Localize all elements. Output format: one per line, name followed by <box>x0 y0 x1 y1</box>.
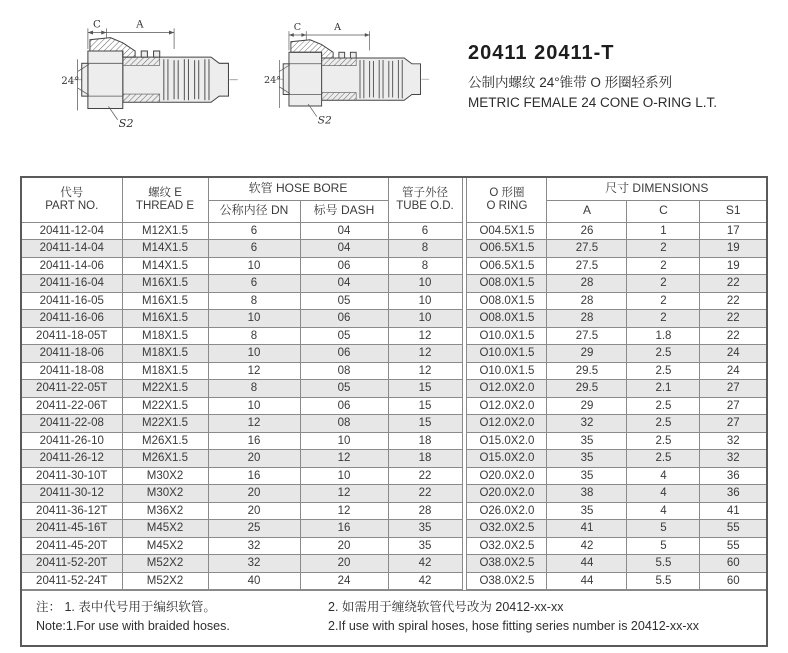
table-cell: 28 <box>547 275 627 293</box>
table-cell: M26X1.5 <box>122 450 208 468</box>
table-cell: 25 <box>208 520 300 538</box>
table-cell: M22X1.5 <box>122 380 208 398</box>
table-cell: 2.5 <box>627 345 700 363</box>
table-row <box>22 362 462 380</box>
table-cell: 27.5 <box>547 240 627 258</box>
table-cell: 2.5 <box>627 415 700 433</box>
footnotes <box>22 590 766 645</box>
table-cell: 4 <box>627 502 700 520</box>
table-row <box>22 327 462 345</box>
table-row <box>22 415 462 433</box>
table-row <box>467 275 766 293</box>
table-row <box>467 502 766 520</box>
table-cell: 20411-30-12 <box>22 485 122 503</box>
table-cell: O10.0X1.5 <box>467 327 547 345</box>
table-cell: 29 <box>547 397 627 415</box>
table-cell: 2.5 <box>627 362 700 380</box>
table-cell: 27.5 <box>547 257 627 275</box>
table-row <box>22 257 462 275</box>
table-cell: 55 <box>700 520 766 538</box>
table-cell: O08.0X1.5 <box>467 275 547 293</box>
table-row <box>467 537 766 555</box>
table-cell: M18X1.5 <box>122 345 208 363</box>
table-cell: M16X1.5 <box>122 292 208 310</box>
table-cell: 36 <box>700 485 766 503</box>
table-cell: 06 <box>300 310 388 328</box>
table-cell: 27.5 <box>547 327 627 345</box>
table-cell: 2.5 <box>627 450 700 468</box>
table-cell: 10 <box>208 257 300 275</box>
table-cell: O08.0X1.5 <box>467 292 547 310</box>
table-cell: 4 <box>627 485 700 503</box>
table-row <box>22 292 462 310</box>
table-cell: 27 <box>700 397 766 415</box>
table-cell: 28 <box>547 310 627 328</box>
header-dim-c: C <box>627 200 700 222</box>
table-cell: 10 <box>208 397 300 415</box>
table-cell: 20411-16-04 <box>22 275 122 293</box>
table-row <box>22 485 462 503</box>
table-cell: 6 <box>208 222 300 240</box>
table-cell: 55 <box>700 537 766 555</box>
page-title: 20411 20411-T <box>468 42 615 64</box>
table-cell: 12 <box>388 362 462 380</box>
table-row <box>467 485 766 503</box>
table-cell: 35 <box>547 467 627 485</box>
table-cell: 16 <box>208 432 300 450</box>
table-row <box>467 327 766 345</box>
table-row <box>467 292 766 310</box>
table-cell: 22 <box>388 485 462 503</box>
note-en-1: Note:1.For use with braided hoses. <box>36 619 230 634</box>
table-cell: M22X1.5 <box>122 397 208 415</box>
spec-table-grid <box>22 178 766 590</box>
table-cell: 20 <box>208 502 300 520</box>
table-cell: 2 <box>627 240 700 258</box>
table-cell: 42 <box>547 537 627 555</box>
table-row <box>22 222 462 240</box>
table-cell: 44 <box>547 572 627 590</box>
table-row <box>22 432 462 450</box>
table-cell: 35 <box>547 432 627 450</box>
header-thread <box>122 178 208 222</box>
table-cell: 05 <box>300 380 388 398</box>
table-cell: 36 <box>700 467 766 485</box>
table-cell: 5.5 <box>627 572 700 590</box>
note-zh-2: 2. 如需用于缠绕软管代号改为 20412-xx-xx <box>328 600 564 614</box>
table-cell: O32.0X2.5 <box>467 537 547 555</box>
table-cell: 18 <box>388 450 462 468</box>
table-cell: 35 <box>388 520 462 538</box>
table-cell: 20411-14-04 <box>22 240 122 258</box>
table-cell: M22X1.5 <box>122 415 208 433</box>
table-cell: M45X2 <box>122 520 208 538</box>
header-part-no-en: PART NO. <box>45 199 99 212</box>
table-row <box>22 345 462 363</box>
table-row <box>467 380 766 398</box>
table-row <box>22 555 462 573</box>
table-cell: 20411-18-06 <box>22 345 122 363</box>
table-row <box>467 572 766 590</box>
table-cell: 10 <box>208 345 300 363</box>
table-cell: M52X2 <box>122 572 208 590</box>
table-cell: 16 <box>300 520 388 538</box>
table-cell: 10 <box>388 292 462 310</box>
table-cell: 28 <box>547 292 627 310</box>
header-thread-zh: 螺纹 E <box>148 186 182 199</box>
table-cell: 08 <box>300 415 388 433</box>
table-cell: 2.5 <box>627 432 700 450</box>
table-cell: 8 <box>388 257 462 275</box>
table-cell: 1.8 <box>627 327 700 345</box>
header-tube-en: TUBE O.D. <box>396 199 454 212</box>
table-cell: 20411-45-16T <box>22 520 122 538</box>
table-cell: 35 <box>388 537 462 555</box>
header-oring-en: O RING <box>486 199 528 212</box>
table-cell: M18X1.5 <box>122 327 208 345</box>
table-cell: 29.5 <box>547 380 627 398</box>
table-cell: 12 <box>300 485 388 503</box>
table-cell: 20411-22-05T <box>22 380 122 398</box>
table-cell: O10.0X1.5 <box>467 345 547 363</box>
table-cell: M12X1.5 <box>122 222 208 240</box>
table-cell: 1 <box>627 222 700 240</box>
note-zh-1: 注： 1. 表中代号用于编织软管。 <box>36 600 216 614</box>
table-cell: 40 <box>208 572 300 590</box>
header-tube-od <box>388 178 462 222</box>
table-cell: 2 <box>627 257 700 275</box>
subtitle-chinese: 公制内螺纹 24°锥带 O 形圈轻系列 <box>468 75 673 90</box>
table-cell: 35 <box>547 450 627 468</box>
header-thread-en: THREAD E <box>135 199 195 212</box>
table-cell: 22 <box>700 310 766 328</box>
table-cell: O20.0X2.0 <box>467 467 547 485</box>
table-cell: 20411-22-08 <box>22 415 122 433</box>
table-cell: 41 <box>700 502 766 520</box>
table-cell: 2.5 <box>627 397 700 415</box>
table-cell: M45X2 <box>122 537 208 555</box>
table-cell: 05 <box>300 292 388 310</box>
table-cell: 08 <box>300 362 388 380</box>
table-cell: 27 <box>700 380 766 398</box>
table-cell: 20 <box>300 537 388 555</box>
table-cell: 5 <box>627 537 700 555</box>
table-row <box>467 222 766 240</box>
table-row <box>467 240 766 258</box>
header-dash: 标号 DASH <box>300 200 388 222</box>
table-cell: 20411-52-24T <box>22 572 122 590</box>
table-cell: 20411-45-20T <box>22 537 122 555</box>
table-cell: 20411-14-06 <box>22 257 122 275</box>
table-cell: 22 <box>388 467 462 485</box>
table-cell: 06 <box>300 397 388 415</box>
table-row <box>22 310 462 328</box>
header-oring-zh: O 形圈 <box>489 186 525 199</box>
table-cell: O20.0X2.0 <box>467 485 547 503</box>
table-cell: 20411-26-12 <box>22 450 122 468</box>
table-row <box>22 397 462 415</box>
table-cell: 42 <box>388 572 462 590</box>
spec-table-left-body <box>22 222 462 590</box>
table-cell: 20411-12-04 <box>22 222 122 240</box>
table-cell: O10.0X1.5 <box>467 362 547 380</box>
table-cell: 29.5 <box>547 362 627 380</box>
table-cell: 32 <box>700 432 766 450</box>
table-row <box>467 397 766 415</box>
table-cell: 15 <box>388 415 462 433</box>
table-cell: 04 <box>300 275 388 293</box>
table-cell: 6 <box>208 240 300 258</box>
table-row <box>467 345 766 363</box>
fitting-drawing-braided <box>60 12 242 130</box>
header-o-ring <box>467 178 547 222</box>
table-row <box>467 520 766 538</box>
table-cell: 06 <box>300 257 388 275</box>
table-cell: M26X1.5 <box>122 432 208 450</box>
header-part-no <box>22 178 122 222</box>
fitting-drawing-spiral <box>264 12 432 130</box>
table-cell: 32 <box>208 555 300 573</box>
table-cell: 15 <box>388 380 462 398</box>
table-cell: 24 <box>300 572 388 590</box>
table-row <box>467 467 766 485</box>
table-cell: 20411-18-05T <box>22 327 122 345</box>
table-cell: O15.0X2.0 <box>467 450 547 468</box>
table-cell: 29 <box>547 345 627 363</box>
table-cell: 04 <box>300 240 388 258</box>
table-cell: 26 <box>547 222 627 240</box>
table-cell: 10 <box>388 275 462 293</box>
table-cell: 2 <box>627 310 700 328</box>
table-cell: 12 <box>388 345 462 363</box>
table-cell: 12 <box>208 362 300 380</box>
table-row <box>467 415 766 433</box>
table-cell: 60 <box>700 572 766 590</box>
table-cell: O06.5X1.5 <box>467 240 547 258</box>
table-cell: O38.0X2.5 <box>467 555 547 573</box>
table-cell: 20411-30-10T <box>22 467 122 485</box>
table-cell: 22 <box>700 327 766 345</box>
table-cell: 6 <box>208 275 300 293</box>
table-row <box>22 572 462 590</box>
table-cell: 12 <box>208 415 300 433</box>
table-cell: 06 <box>300 345 388 363</box>
table-cell: M14X1.5 <box>122 240 208 258</box>
table-cell: O12.0X2.0 <box>467 380 547 398</box>
header-part-no-zh: 代号 <box>60 186 84 199</box>
table-cell: O06.5X1.5 <box>467 257 547 275</box>
table-row <box>467 310 766 328</box>
table-cell: 20411-22-06T <box>22 397 122 415</box>
spec-table-right <box>466 178 766 590</box>
table-cell: 20 <box>300 555 388 573</box>
table-row <box>22 275 462 293</box>
table-cell: O26.0X2.0 <box>467 502 547 520</box>
table-cell: 24 <box>700 362 766 380</box>
table-row <box>22 520 462 538</box>
table-cell: 8 <box>388 240 462 258</box>
table-cell: O04.5X1.5 <box>467 222 547 240</box>
table-cell: 22 <box>700 292 766 310</box>
table-row <box>467 362 766 380</box>
table-cell: M36X2 <box>122 502 208 520</box>
table-cell: M52X2 <box>122 555 208 573</box>
table-cell: 2 <box>627 275 700 293</box>
table-cell: 12 <box>300 502 388 520</box>
table-cell: 24 <box>700 345 766 363</box>
table-cell: O15.0X2.0 <box>467 432 547 450</box>
table-cell: 28 <box>388 502 462 520</box>
header-dimensions: 尺寸 DIMENSIONS <box>547 178 766 200</box>
table-cell: 17 <box>700 222 766 240</box>
table-cell: 35 <box>547 502 627 520</box>
table-row <box>22 502 462 520</box>
table-cell: 19 <box>700 240 766 258</box>
table-cell: 10 <box>300 467 388 485</box>
table-cell: 20411-26-10 <box>22 432 122 450</box>
table-cell: 20411-18-08 <box>22 362 122 380</box>
table-cell: 20411-16-06 <box>22 310 122 328</box>
table-cell: 6 <box>388 222 462 240</box>
spec-table-right-body <box>467 222 766 590</box>
table-row <box>22 380 462 398</box>
table-cell: 2 <box>627 292 700 310</box>
table-cell: 60 <box>700 555 766 573</box>
table-cell: 20411-52-20T <box>22 555 122 573</box>
table-cell: 16 <box>208 467 300 485</box>
table-row <box>22 240 462 258</box>
table-row <box>22 537 462 555</box>
table-cell: O32.0X2.5 <box>467 520 547 538</box>
table-cell: M18X1.5 <box>122 362 208 380</box>
table-row <box>467 555 766 573</box>
table-cell: M30X2 <box>122 467 208 485</box>
table-cell: 12 <box>300 450 388 468</box>
table-cell: 8 <box>208 380 300 398</box>
table-cell: 27 <box>700 415 766 433</box>
table-cell: 10 <box>300 432 388 450</box>
table-cell: 20 <box>208 485 300 503</box>
note-en-2: 2.If use with spiral hoses, hose fitting series number is 20412-xx-xx <box>328 619 700 634</box>
table-cell: 20 <box>208 450 300 468</box>
table-cell: 42 <box>388 555 462 573</box>
header-hose-bore: 软管 HOSE BORE <box>208 178 388 200</box>
table-cell: 2.1 <box>627 380 700 398</box>
table-cell: 18 <box>388 432 462 450</box>
table-row <box>467 450 766 468</box>
table-cell: 4 <box>627 467 700 485</box>
table-cell: 22 <box>700 275 766 293</box>
table-row <box>22 450 462 468</box>
header-dim-a: A <box>547 200 627 222</box>
table-cell: 32 <box>547 415 627 433</box>
table-cell: 8 <box>208 327 300 345</box>
table-cell: 04 <box>300 222 388 240</box>
subtitle-english: METRIC FEMALE 24 CONE O-RING L.T. <box>468 95 718 110</box>
table-cell: 41 <box>547 520 627 538</box>
table-row <box>22 467 462 485</box>
table-cell: O38.0X2.5 <box>467 572 547 590</box>
table-cell: 38 <box>547 485 627 503</box>
table-cell: M16X1.5 <box>122 310 208 328</box>
header-tube-zh: 管子外径 <box>402 186 448 199</box>
table-cell: 12 <box>388 327 462 345</box>
table-cell: 5 <box>627 520 700 538</box>
table-cell: 15 <box>388 397 462 415</box>
table-cell: 10 <box>208 310 300 328</box>
header-dn: 公称内径 DN <box>208 200 300 222</box>
table-cell: 44 <box>547 555 627 573</box>
table-cell: 19 <box>700 257 766 275</box>
table-cell: O08.0X1.5 <box>467 310 547 328</box>
table-cell: O12.0X2.0 <box>467 415 547 433</box>
spec-table-left <box>22 178 463 590</box>
table-cell: 05 <box>300 327 388 345</box>
table-cell: 20411-16-05 <box>22 292 122 310</box>
table-cell: 8 <box>208 292 300 310</box>
table-cell: 32 <box>208 537 300 555</box>
table-cell: M14X1.5 <box>122 257 208 275</box>
table-cell: 5.5 <box>627 555 700 573</box>
header-dim-s1: S1 <box>700 200 766 222</box>
table-row <box>467 257 766 275</box>
title-block <box>468 42 778 110</box>
spec-table-box <box>20 176 768 647</box>
table-cell: 32 <box>700 450 766 468</box>
table-cell: O12.0X2.0 <box>467 397 547 415</box>
table-cell: M16X1.5 <box>122 275 208 293</box>
table-cell: 20411-36-12T <box>22 502 122 520</box>
table-cell: 10 <box>388 310 462 328</box>
table-row <box>467 432 766 450</box>
table-cell: M30X2 <box>122 485 208 503</box>
